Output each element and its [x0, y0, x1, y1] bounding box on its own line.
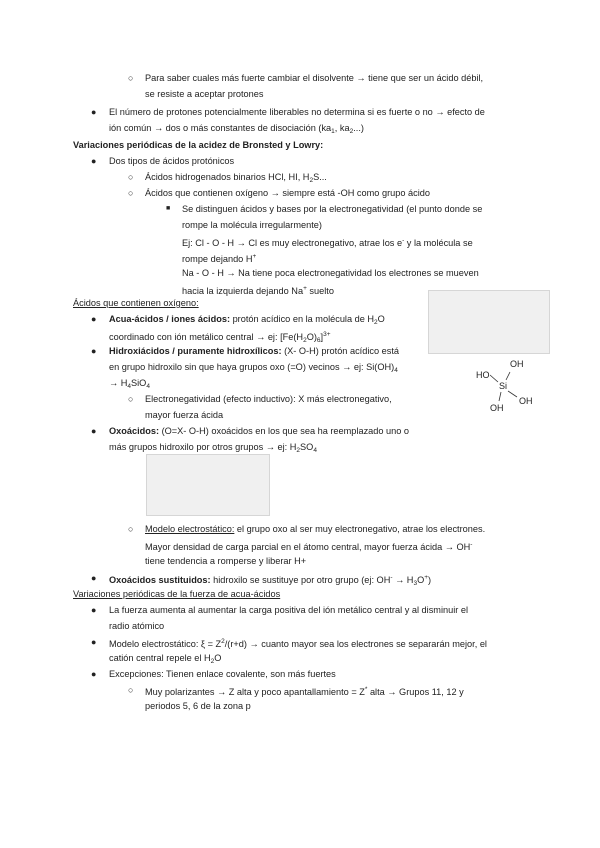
- text-line: Oxoácidos: (O=X- O-H) oxoácidos en los que sea ha reemplazado uno o: [109, 426, 410, 436]
- filled-bullet-icon: ●: [91, 426, 97, 436]
- molecule-bonds: [470, 355, 550, 415]
- text-line: Se distinguen ácidos y bases por la electronegatividad (el punto donde se: [182, 204, 483, 214]
- bond-line: [490, 375, 498, 382]
- hollow-bullet-icon: ○: [128, 188, 134, 198]
- molecule-label: OH: [510, 359, 524, 369]
- text-line: mayor fuerza ácida: [145, 410, 224, 420]
- text-line: Na - O - H → Na tiene poca electronegatividad los electrones se mueven: [182, 268, 479, 278]
- text-line: El número de protones potencialmente liberables no determina si es fuerte o no → efecto de: [109, 107, 485, 117]
- text-line: Modelo electrostático: $\xi = Z^2/(r+d)$ → cuanto mayor sea los electrones se separarán mejor, el: [109, 638, 487, 649]
- molecule-label: OH: [490, 403, 504, 413]
- bond-line: [508, 391, 517, 397]
- section-heading: Ácidos que contienen oxígeno:: [73, 298, 199, 308]
- text-line: coordinado con ión metálico central → ej: $[Fe(H_2O)_6]^{3+}$: [109, 331, 331, 344]
- hollow-bullet-icon: ○: [128, 394, 134, 404]
- text-line: radio atómico: [109, 621, 165, 631]
- text-line: Oxoácidos sustituidos: hidroxilo se sustituye por otro grupo (ej: $OH^- \to H_3O^+$): [109, 574, 432, 587]
- molecule-label: Si: [499, 381, 508, 391]
- text-line: tiene tendencia a romperse y liberar H+: [145, 556, 307, 566]
- text-line: se resiste a aceptar protones: [145, 89, 264, 99]
- hollow-bullet-icon: ○: [128, 685, 134, 695]
- text-line: catión central repele el $H_2O$: [109, 653, 222, 665]
- filled-bullet-icon: ●: [91, 107, 97, 117]
- text-line: Ácidos que contienen oxígeno → siempre está -OH como grupo ácido: [145, 188, 430, 198]
- text-line: periodos 5, 6 de la zona p: [145, 701, 251, 711]
- silicic-acid-molecule: [470, 355, 550, 415]
- text-line: hacia la izquierda dejando Na+ suelto: [182, 285, 334, 296]
- hollow-bullet-icon: ○: [128, 73, 134, 83]
- text-line: Ácidos hidrogenados binarios HCl, HI, $H_2S$...: [145, 172, 327, 184]
- hollow-bullet-icon: ○: [128, 524, 134, 534]
- text-line: Modelo electrostático: el grupo oxo al ser muy electronegativo, atrae los electrones.: [145, 524, 486, 534]
- filled-bullet-icon: ●: [91, 314, 97, 324]
- text-line: La fuerza aumenta al aumentar la carga positiva del ión metálico central y al disminuir el: [109, 605, 469, 615]
- filled-bullet-icon: ●: [91, 156, 97, 166]
- text-line: Muy polarizantes → Z alta y poco apantallamiento = Z* alta → Grupos 11, 12 y: [145, 686, 464, 697]
- image-placeholder: [146, 454, 270, 516]
- filled-bullet-icon: ●: [91, 573, 97, 583]
- filled-bullet-icon: ●: [91, 669, 97, 679]
- text-line: más grupos hidroxilo por otros grupos → ej: $H_2SO_4$: [109, 442, 317, 454]
- text-line: Acua-ácidos / iones ácidos: protón acídico en la molécula de $H_2O$: [109, 314, 385, 326]
- filled-bullet-icon: ●: [91, 605, 97, 615]
- section-heading: Variaciones periódicas de la fuerza de acua-ácidos: [73, 589, 281, 599]
- text-line: Electronegatividad (efecto inductivo): X más electronegativo,: [145, 394, 392, 404]
- text-line: rompe dejando H+: [182, 253, 257, 264]
- square-bullet-icon: ■: [166, 205, 171, 212]
- text-line: Dos tipos de ácidos protónicos: [109, 156, 235, 166]
- text-line: Mayor densidad de carga parcial en el átomo central, mayor fuerza ácida → OH-: [145, 541, 473, 552]
- text-line: Excepciones: Tienen enlace covalente, son más fuertes: [109, 669, 336, 679]
- hollow-bullet-icon: ○: [128, 172, 134, 182]
- filled-bullet-icon: ●: [91, 346, 97, 356]
- section-heading: Variaciones periódicas de la acidez de Bronsted y Lowry:: [73, 140, 324, 150]
- text-line: rompe la molécula irregularmente): [182, 220, 322, 230]
- text-line: ión común → dos o más constantes de disociación ($ka_1$, $ka_2$...): [109, 123, 364, 135]
- image-placeholder: [428, 290, 550, 354]
- text-line: Para saber cuales más fuerte cambiar el disolvente → tiene que ser un ácido débil,: [145, 73, 484, 83]
- bond-line: [506, 372, 510, 380]
- molecule-label: HO: [476, 370, 490, 380]
- text-line: Hidroxiácidos / puramente hidroxílicos: (X- O-H) protón acídico está: [109, 346, 399, 356]
- text-line: → $H_4SiO_4$: [109, 378, 150, 390]
- molecule-label: OH: [519, 396, 533, 406]
- filled-bullet-icon: ●: [91, 637, 97, 647]
- text-line: en grupo hidroxilo sin que haya grupos oxo (=O) vecinos → ej: $Si(OH)_4$: [109, 362, 398, 374]
- text-line: Ej: Cl - O - H → Cl es muy electronegativo, atrae los e- y la molécula se: [182, 237, 473, 248]
- bond-line: [499, 392, 501, 401]
